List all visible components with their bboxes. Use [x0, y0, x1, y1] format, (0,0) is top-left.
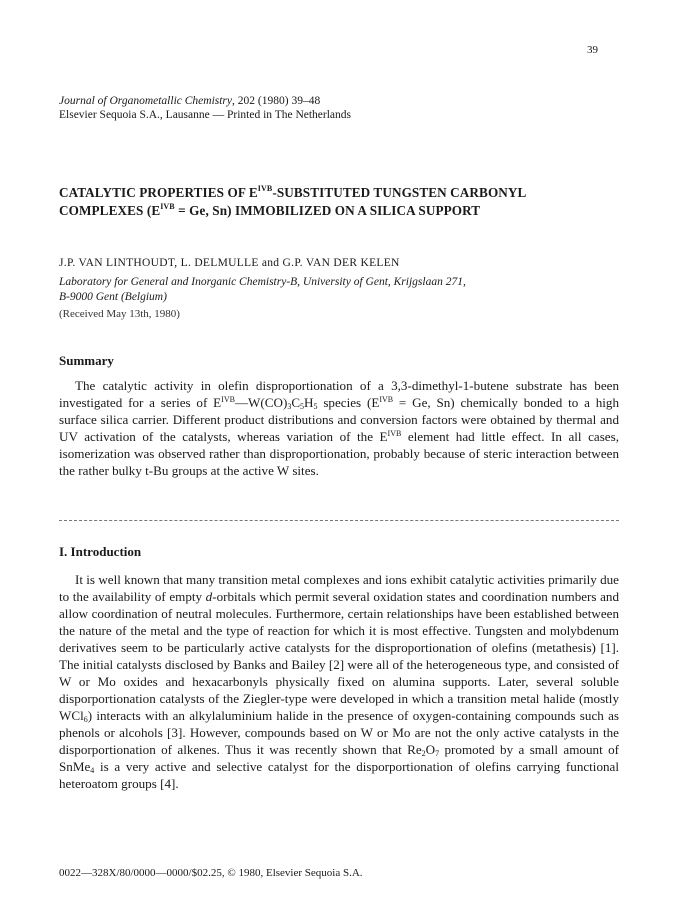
superscript: IVB — [221, 394, 235, 404]
text-run: The catalytic activity in olefin disproportionation of a 3,3-dimethyl-1-butene substrate has been investigated for a series of E — [59, 378, 619, 410]
text-run: element had little effect. In all cases, isomerization was observed rather than disproportionation, probably because of steric interaction between the rather bulky t-Bu groups at the active W sites. — [59, 428, 619, 478]
introduction-paragraph — [59, 571, 619, 792]
superscript: IVB — [387, 428, 402, 438]
text-run: species (E — [317, 394, 380, 410]
title-superscript: IVB — [257, 184, 273, 193]
affiliation-line: B-9000 Gent (Belgium) — [59, 291, 167, 303]
journal-name: Journal of Organometallic Chemistry — [59, 95, 233, 107]
text-run: = Ge, Sn) chemically bonded to a high surface silica carrier. Different product distributions and conversion factors were obtained by thermal and UV activation of the catalysts, whereas variation of the E — [59, 394, 620, 444]
journal-citation-line — [59, 94, 351, 108]
affiliation — [59, 275, 619, 305]
text-run: ) interacts with an alkylaluminium halide in the presence of oxygen-containing compounds such as phenols or alcohols [3]. However, compounds based on W or Mo are not the only active catalysts in the disporportionation of alkenes. Thus it was recently shown that Re — [59, 708, 619, 757]
received-date: (Received May 13th, 1980) — [59, 308, 180, 320]
text-run: It is well known that many transition metal complexes and ions exhibit catalytic activities primarily due to the availability of empty — [59, 572, 619, 604]
abstract-heading: Summary — [59, 353, 114, 368]
text-run: H — [304, 394, 314, 410]
title-text: -SUBSTITUTED TUNGSTEN CARBONYL — [272, 185, 527, 200]
superscript: IVB — [379, 394, 394, 404]
author-list: J.P. VAN LINTHOUDT, L. DELMULLE and G.P. VAN DER KELEN — [59, 257, 400, 269]
text-run: O — [425, 742, 436, 757]
page-number: 39 — [587, 44, 598, 56]
publisher-line: Elsevier Sequoia S.A., Lausanne — Printed in The Netherlands — [59, 109, 352, 121]
subscript: 5 — [313, 401, 318, 411]
text-run: C — [291, 394, 301, 410]
abstract-paragraph — [59, 378, 619, 479]
subscript: 5 — [300, 401, 305, 411]
article-title — [59, 184, 629, 220]
title-line-2 — [59, 202, 629, 220]
title-line-1 — [59, 184, 629, 202]
introduction-body — [59, 571, 619, 792]
text-run: -orbitals which permit several oxidation states and coordination numbers and allow coordination of neutral molecules. Furthermore, certain relationships have been established between the nature of the metal and the type of reaction for which it is most effective. Tungsten and molybdenum derivatives seem to be particularly active catalysts for the disproportionation of olefins (metathesis) [1]. The initial catalysts disclosed by Banks and Bailey [2] were all of the heterogeneous type, and consisted of W or Mo oxides and hexacarbonyls physically fixed on alumina supports. Later, several soluble disporportionation catalysts of the Ziegler-type were developed in which a transition metal halide (mostly WCl — [59, 589, 619, 723]
journal-citation: , 202 (1980) 39–48 — [232, 95, 321, 107]
title-text: = Ge, Sn) IMMOBILIZED ON A SILICA SUPPORT — [174, 203, 481, 218]
title-superscript: IVB — [160, 202, 175, 211]
copyright-footer: 0022—328X/80/0000—0000/$02.25, © 1980, Elsevier Sequoia S.A. — [59, 867, 363, 879]
text-run: promoted by a small amount of SnMe — [59, 742, 619, 774]
subscript: 4 — [90, 766, 95, 775]
section-divider — [59, 520, 619, 521]
introduction-heading: I. Introduction — [59, 544, 142, 559]
title-text: CATALYTIC PROPERTIES OF E — [59, 185, 258, 200]
text-run: —W(CO) — [234, 394, 288, 410]
abstract-body — [59, 378, 619, 479]
journal-header — [59, 94, 351, 122]
subscript: 2 — [421, 749, 426, 758]
italic-run: d — [205, 589, 213, 604]
subscript: 6 — [83, 715, 88, 724]
text-run: is a very active and selective catalyst for the disporportionation of olefins carrying functional heteroatom groups [4]. — [59, 759, 619, 791]
title-text: COMPLEXES (E — [59, 203, 161, 218]
subscript: 3 — [287, 401, 292, 411]
subscript: 7 — [435, 749, 440, 758]
affiliation-line: Laboratory for General and Inorganic Chemistry-B, University of Gent, Krijgslaan 271, — [59, 276, 466, 288]
